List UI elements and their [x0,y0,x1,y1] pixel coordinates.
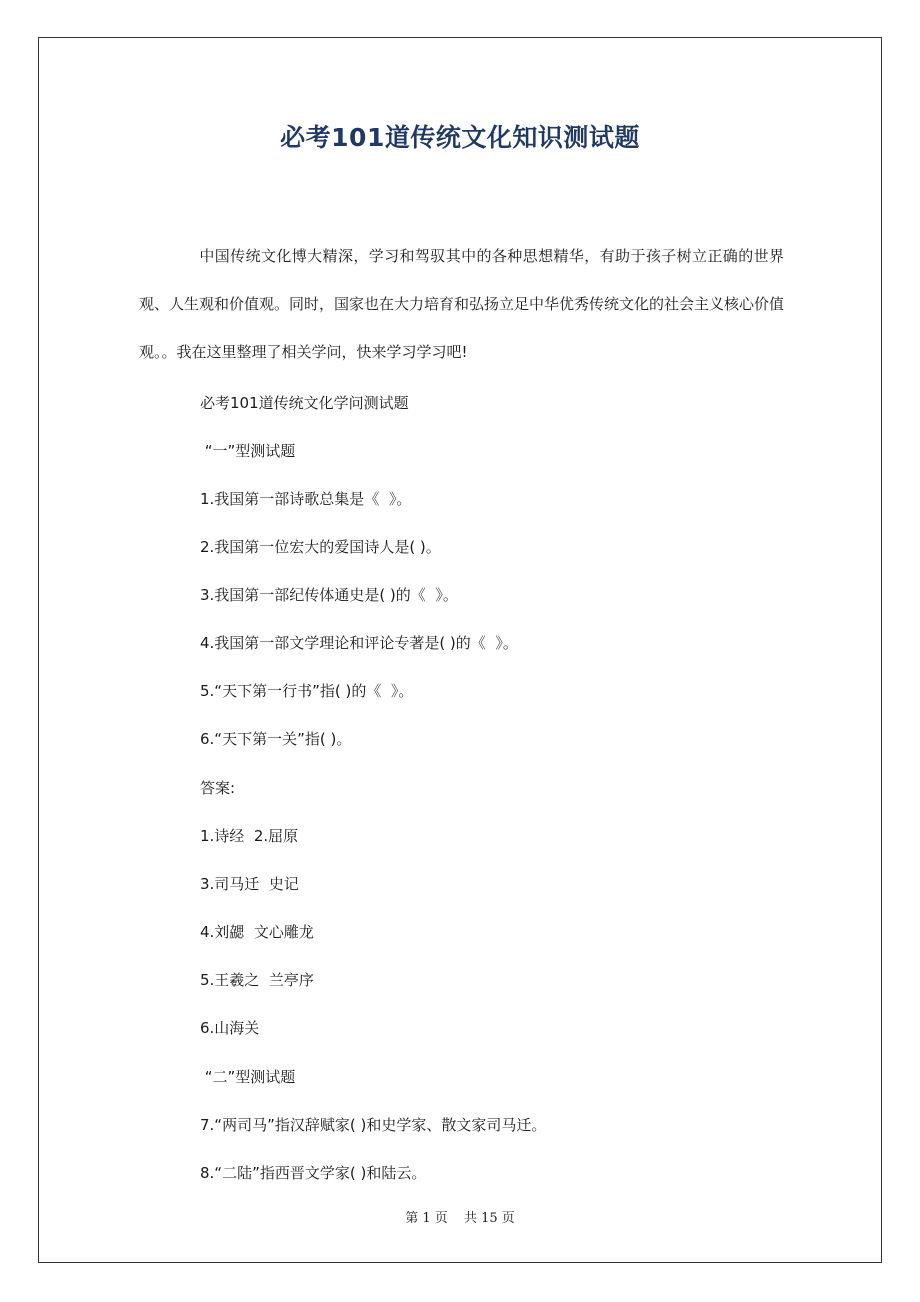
answer-line: 3.司马迁 史记 [200,875,299,893]
answer-line: 4.刘勰 文心雕龙 [200,923,314,941]
question-line: 6.“天下第一关”指( )。 [200,730,352,748]
page-footer [0,1207,920,1226]
question-line: 2.我国第一位宏大的爱国诗人是( )。 [200,538,441,556]
answer-line: 5.王羲之 兰亭序 [200,971,314,989]
question-line: 3.我国第一部纪传体通史是( )的《 》。 [200,586,458,604]
question-line: 7.“两司马”指汉辞赋家( )和史学家、散文家司马迁。 [200,1116,547,1134]
question-line: 8.“二陆”指西晋文学家( )和陆云。 [200,1164,427,1182]
page-total: 共 15 页 [463,1211,515,1226]
section-heading-1: “一”型测试题 [200,442,296,460]
answer-line: 1.诗经 2.屈原 [200,827,299,845]
answers-heading: 答案: [200,779,236,797]
subtitle-line: 必考101道传统文化学问测试题 [200,394,409,412]
answer-line: 6.山海关 [200,1019,260,1037]
section-heading-2: “二”型测试题 [200,1068,296,1086]
question-line: 1.我国第一部诗歌总集是《 》。 [200,490,412,508]
intro-paragraph [139,232,784,376]
question-line: 4.我国第一部文学理论和评论专著是( )的《 》。 [200,634,518,652]
question-line: 5.“天下第一行书”指( )的《 》。 [200,682,414,700]
intro-text: 中国传统文化博大精深，学习和驾驭其中的各种思想精华，有助于孩子树立正确的世界观、人生观和价值观。同时，国家也在大力培育和弘扬立足中华优秀传统文化的社会主义核心价值观。。我在这里整理了相关学问，快来学习学习吧! [139,247,785,361]
document-title: 必考101道传统文化知识测试题 [280,123,640,152]
page-number: 第 1 页 [405,1211,448,1226]
